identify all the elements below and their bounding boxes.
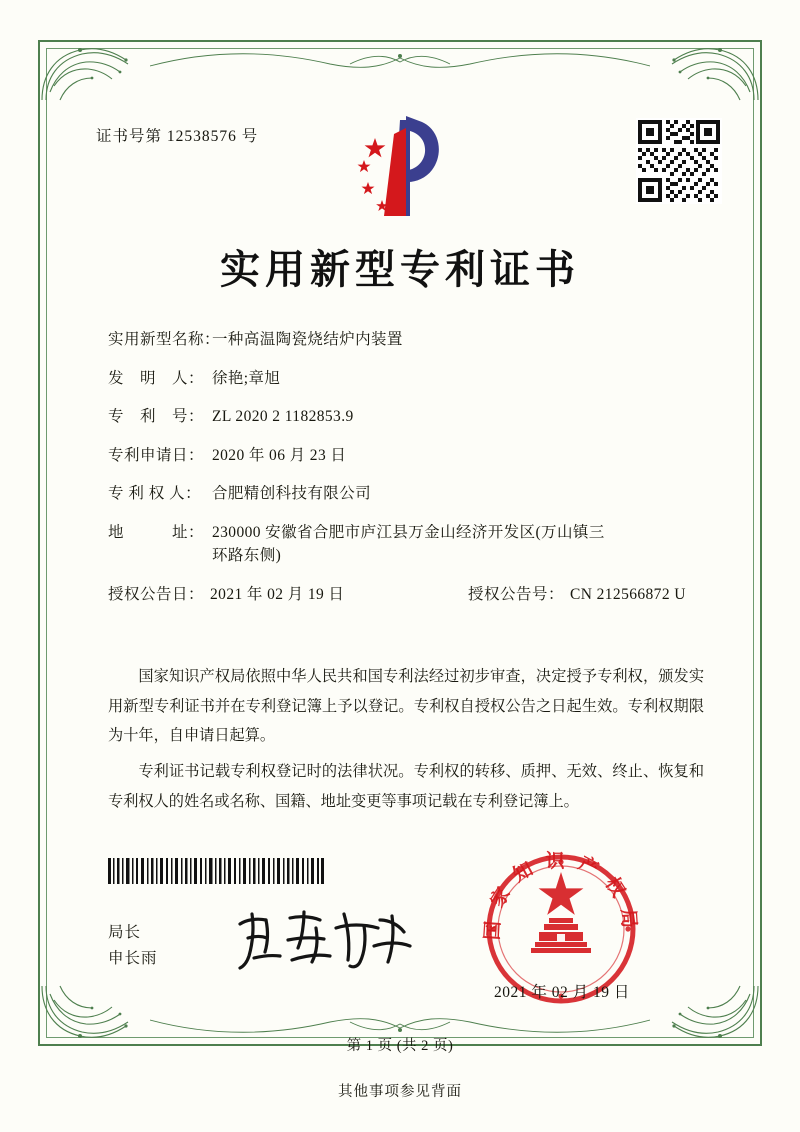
certificate-number: 证书号第 12538576 号: [96, 128, 259, 145]
signature-name: 申长雨: [108, 949, 158, 967]
footer-note: 其他事项参见背面: [338, 1084, 462, 1100]
field-grant-row: [108, 587, 708, 603]
seal-date: 2021 年 02 月 19 日: [494, 984, 630, 1001]
handwritten-signature: [232, 898, 422, 978]
field-label: 专利申请日：: [108, 446, 205, 464]
field-grant-publication-number: [468, 587, 686, 603]
field-application-date: [108, 448, 708, 464]
field-label: 地 址：: [108, 523, 205, 541]
legal-text: [108, 662, 704, 822]
signature-role: 局长: [108, 924, 142, 941]
field-value: 合肥精创科技有限公司: [212, 485, 372, 502]
field-label: 授权公告号：: [468, 585, 565, 603]
field-list: [108, 332, 708, 624]
field-value-line1: 230000 安徽省合肥市庐江县万金山经济开发区(万山镇三: [212, 523, 605, 541]
paragraph-1: 国家知识产权局依照中华人民共和国专利法经过初步审查，决定授予专利权，颁发实用新型专利证书并在专利登记簿上予以登记。专利权自授权公告之日起生效。专利权期限为十年，自申请日起算。: [108, 668, 704, 745]
svg-text:国家知识产权局: 国家知识产权局: [481, 850, 641, 941]
paragraph-2: 专利证书记载专利权登记时的法律状况。专利权的转移、质押、无效、终止、恢复和专利权人的姓名或名称、国籍、地址变更等事项记载在专利登记簿上。: [108, 762, 704, 810]
field-value: [212, 525, 708, 564]
qr-code: [636, 118, 722, 204]
field-value: 2021 年 02 月 19 日: [210, 585, 345, 603]
page-title: 实用新型专利证书: [220, 246, 580, 293]
field-label: 授权公告日：: [108, 585, 205, 603]
field-grant-date: [108, 587, 468, 603]
field-value: CN 212566872 U: [570, 585, 686, 603]
field-value: ZL 2020 2 1182853.9: [212, 408, 354, 425]
field-label: 实用新型名称：: [108, 331, 221, 348]
field-label: 专 利 号：: [108, 408, 205, 425]
field-value: 一种高温陶瓷烧结炉内装置: [212, 331, 403, 348]
cnipa-logo-icon: [348, 112, 460, 220]
field-patentee: [108, 486, 708, 502]
field-value: 徐艳;章旭: [212, 369, 281, 387]
page-number: 第 1 页 (共 2 页): [346, 1038, 454, 1054]
field-address: [108, 525, 708, 564]
field-label: 发 明 人：: [108, 369, 205, 387]
field-utility-model-name: [108, 332, 708, 348]
field-inventor: [108, 371, 708, 387]
field-patent-number: [108, 409, 708, 425]
field-value-line2: 环路东侧): [212, 547, 282, 564]
field-value: 2020 年 06 月 23 日: [212, 446, 347, 464]
field-label: 专 利 权 人：: [108, 485, 202, 502]
barcode: [108, 858, 324, 884]
signature-block: [108, 920, 158, 971]
